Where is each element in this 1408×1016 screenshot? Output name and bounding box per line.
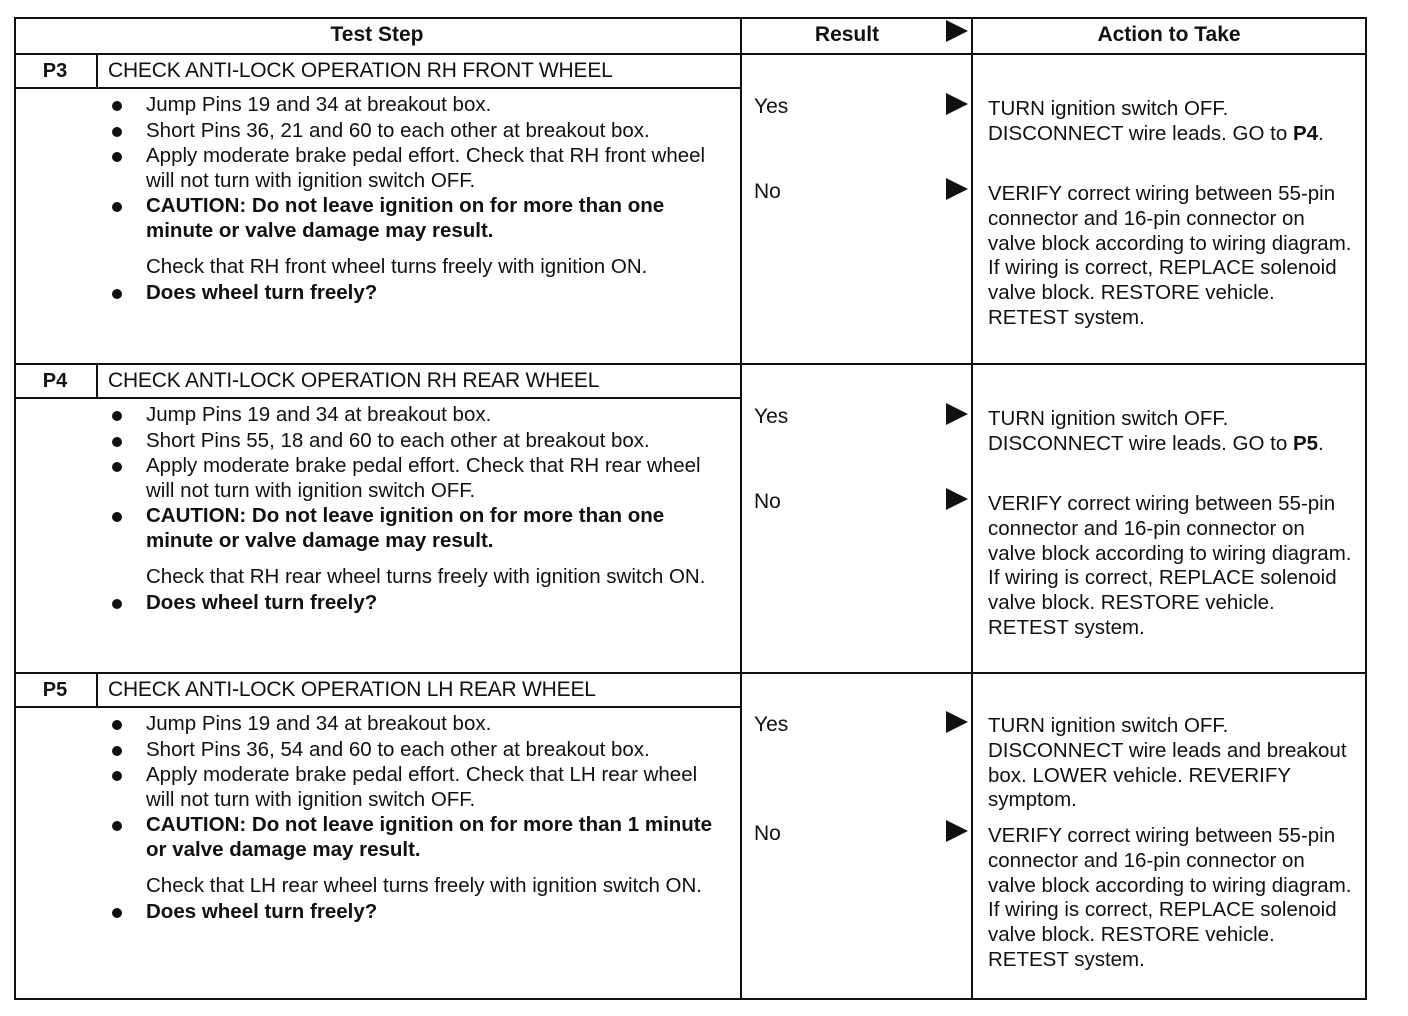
step-instructions: [108, 403, 738, 616]
step-title: CHECK ANTI-LOCK OPERATION LH REAR WHEEL: [108, 678, 596, 701]
instruction-item: Apply moderate brake pedal effort. Check that RH rear wheel will not turn with ignition switch OFF.: [108, 454, 706, 503]
result-arrow-icon: [946, 403, 968, 425]
result-no: No: [754, 822, 781, 845]
action-yes-text: TURN ignition switch OFF. DISCONNECT wire leads. GO to: [988, 97, 1288, 145]
step-p3-title-bottom: [14, 87, 740, 89]
header-test-step: Test Step: [330, 23, 424, 46]
caution-item: CAUTION: Do not leave ignition on for more than 1 minute or valve damage may result.: [108, 813, 726, 862]
step-p3-id-sep: [96, 53, 98, 89]
result-arrow-icon: [946, 488, 968, 510]
diagnostic-table: [14, 17, 1367, 1000]
action-yes: [988, 407, 1358, 457]
action-period: .: [1318, 121, 1324, 145]
action-no: VERIFY correct wiring between 55-pin connector and 16-pin connector on valve block according to wiring diagram. If wiring is correct, REPLACE solenoid valve block. RESTORE vehicle. RETEST system.: [988, 492, 1352, 639]
question-item: Does wheel turn freely?: [108, 900, 738, 925]
step-id: P3: [42, 59, 68, 82]
result-yes: Yes: [754, 405, 789, 428]
action-yes: [988, 97, 1358, 147]
step-instructions: [108, 93, 738, 306]
instruction-item: Jump Pins 19 and 34 at breakout box.: [108, 712, 738, 737]
step-title: CHECK ANTI-LOCK OPERATION RH REAR WHEEL: [108, 369, 600, 392]
instruction-item: Short Pins 55, 18 and 60 to each other at breakout box.: [108, 429, 706, 454]
instruction-item: Short Pins 36, 21 and 60 to each other at breakout box.: [108, 119, 706, 144]
table-border-bottom: [14, 998, 1367, 1000]
table-border-right: [1365, 17, 1367, 1000]
result-arrow-icon: [946, 178, 968, 200]
instruction-item: Jump Pins 19 and 34 at breakout box.: [108, 93, 738, 118]
step-p4-id-sep: [96, 363, 98, 399]
result-arrow-icon: [946, 93, 968, 115]
action-goto-link[interactable]: P5: [1292, 431, 1319, 455]
col-sep-action: [971, 17, 973, 1000]
action-yes: TURN ignition switch OFF. DISCONNECT wire leads and breakout box. LOWER vehicle. REVERIFY symptom.: [988, 714, 1347, 812]
result-yes: Yes: [754, 95, 789, 118]
header-action: Action to Take: [1097, 23, 1241, 46]
step-p5-id-sep: [96, 672, 98, 708]
action-goto-link[interactable]: P4: [1292, 121, 1319, 145]
step-instructions: [108, 712, 738, 925]
header-arrow-icon: [946, 20, 968, 42]
caution-item: CAUTION: Do not leave ignition on for more than one minute or valve damage may result.: [108, 504, 726, 553]
action-no: VERIFY correct wiring between 55-pin connector and 16-pin connector on valve block according to wiring diagram. If wiring is correct, REPLACE solenoid valve block. RESTORE vehicle. RETEST system.: [988, 182, 1352, 329]
result-arrow-icon: [946, 711, 968, 733]
action-period: .: [1318, 431, 1324, 455]
caution-item: CAUTION: Do not leave ignition on for more than one minute or valve damage may result.: [108, 194, 726, 243]
instruction-note: Check that RH rear wheel turns freely with ignition switch ON.: [146, 565, 706, 588]
instruction-item: Short Pins 36, 54 and 60 to each other at breakout box.: [108, 738, 706, 763]
table-border-left: [14, 17, 16, 1000]
instruction-item: Jump Pins 19 and 34 at breakout box.: [108, 403, 738, 428]
step-id: P5: [42, 678, 68, 701]
step-p5-title-bottom: [14, 706, 740, 708]
instruction-item: Apply moderate brake pedal effort. Check that LH rear wheel will not turn with ignition switch OFF.: [108, 763, 706, 812]
instruction-note: Check that LH rear wheel turns freely with ignition switch ON.: [146, 874, 703, 897]
result-no: No: [754, 180, 781, 203]
result-yes: Yes: [754, 713, 789, 736]
step-p4-title-bottom: [14, 397, 740, 399]
instruction-item: Apply moderate brake pedal effort. Check that RH front wheel will not turn with ignition switch OFF.: [108, 144, 706, 193]
question-item: Does wheel turn freely?: [108, 591, 738, 616]
step-title: CHECK ANTI-LOCK OPERATION RH FRONT WHEEL: [108, 59, 613, 82]
question-item: Does wheel turn freely?: [108, 281, 738, 306]
col-sep-result: [740, 17, 742, 1000]
action-yes-text: TURN ignition switch OFF. DISCONNECT wire leads. GO to: [988, 407, 1288, 455]
result-no: No: [754, 490, 781, 513]
action-no: VERIFY correct wiring between 55-pin connector and 16-pin connector on valve block according to wiring diagram. If wiring is correct, REPLACE solenoid valve block. RESTORE vehicle. RETEST system.: [988, 824, 1352, 971]
result-arrow-icon: [946, 820, 968, 842]
instruction-note: Check that RH front wheel turns freely with ignition ON.: [146, 255, 648, 278]
header-result: Result: [814, 23, 880, 46]
step-id: P4: [42, 369, 68, 392]
